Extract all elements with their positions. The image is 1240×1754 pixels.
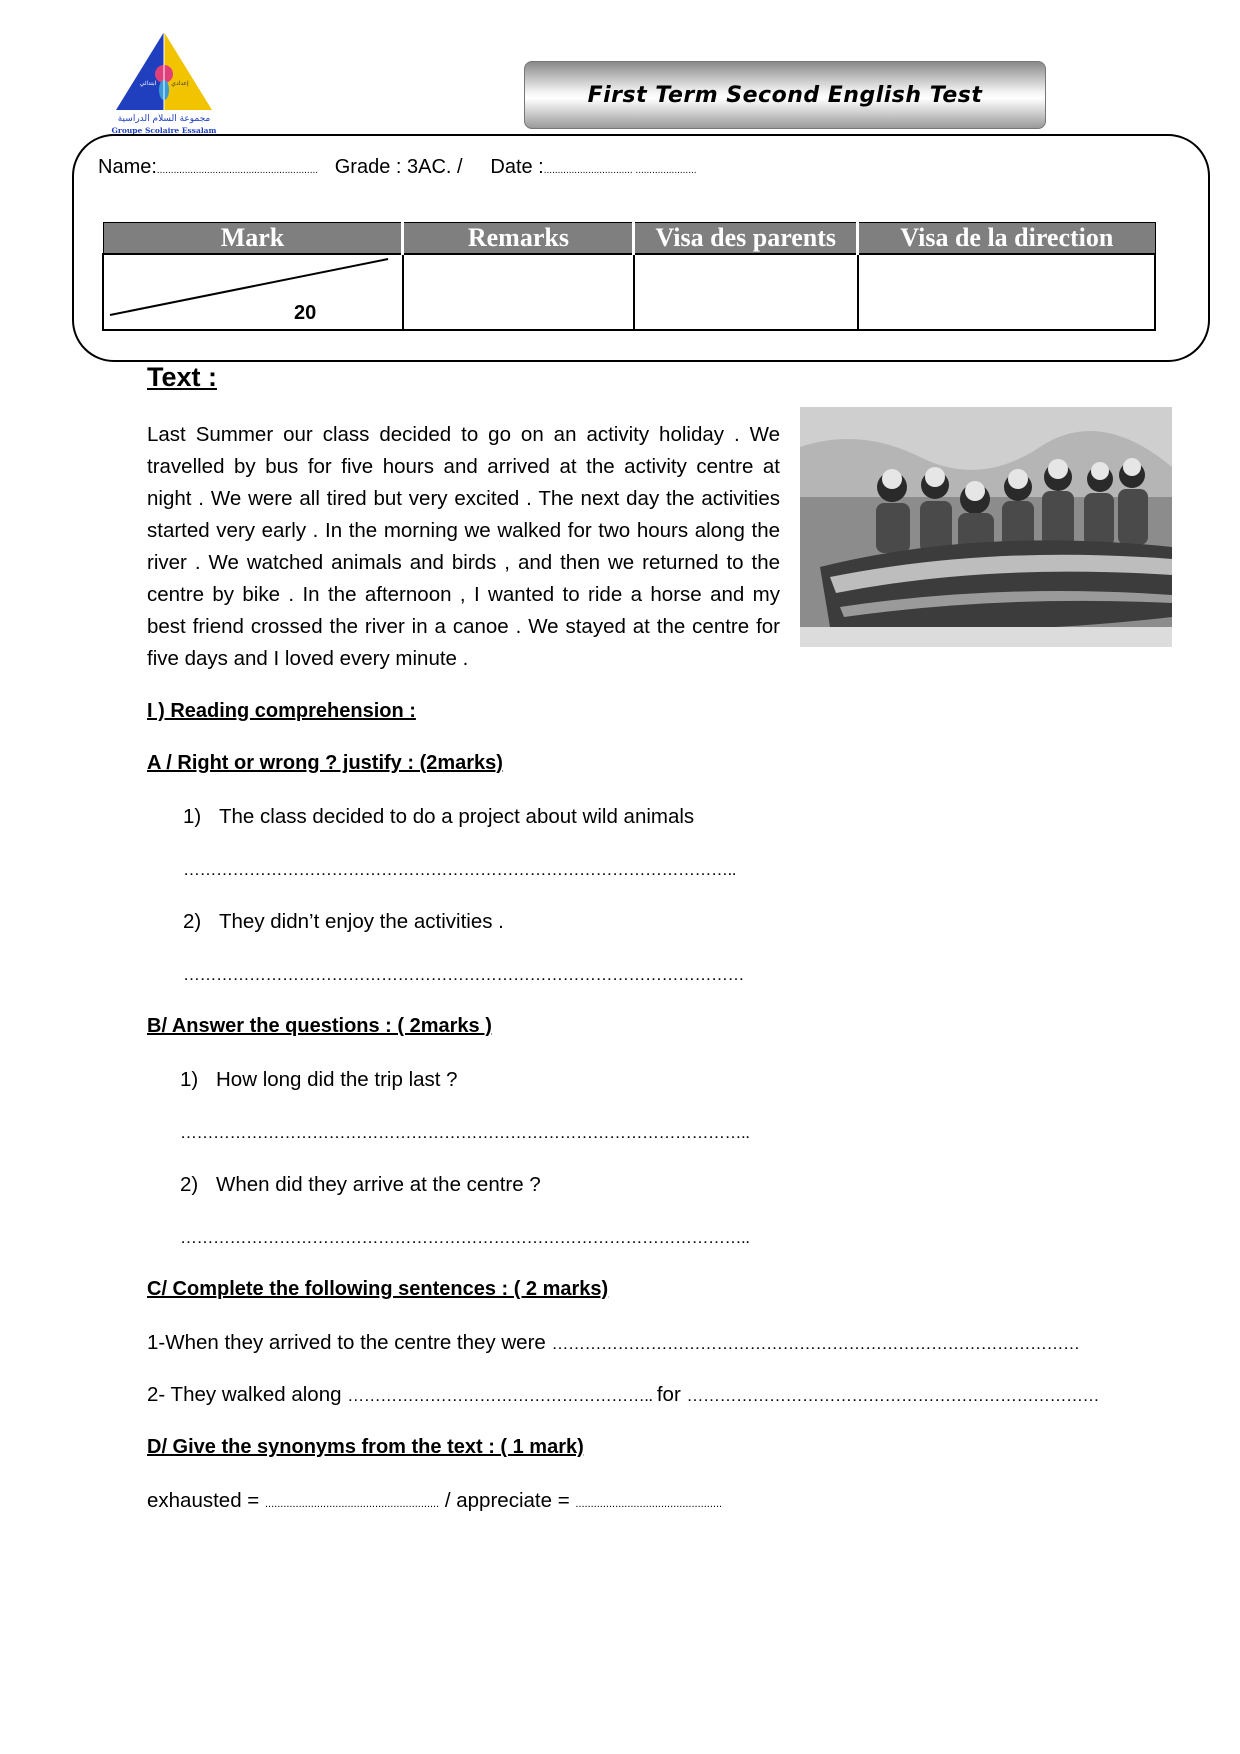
reading-passage: Last Summer our class decided to go on an activity holiday . We travelled by bus for five hours and arrived at the activity centre at night . We were all tired but very excited . The next day the activities started very early . In the morning we walked for two hours along the river . We watched animals and birds , and then we returned to the centre by bike . In the afternoon , I wanted to ride a horse and my best friend crossed the river in a canoe . We stayed at the centre for five days and I loved every minute . [147,423,780,670]
answer-a1-line[interactable]: ……………………………………………………………………………………….. [183,860,736,879]
section-c-title: C/ Complete the following sentences : ( 2 marks) [147,1278,609,1300]
mark-total: 20 [294,302,317,324]
answer-a2-line[interactable]: ………………………………………………………………………………………… [183,965,744,984]
sentence-c2-text-b: for [656,1383,687,1406]
name-label: Name: [98,156,157,178]
question-b2-number: 2) [180,1173,199,1196]
assessment-table [102,222,1156,331]
synonym-word-1: exhausted = [147,1489,265,1512]
synonym-separator: / appreciate = [439,1489,576,1512]
sentence-c2-blank-2[interactable]: ………………………………………………………………… [686,1386,1099,1405]
header-visa-direction: Visa de la direction [858,223,1155,255]
reading-comprehension-title: I ) Reading comprehension : [147,700,416,722]
mark-diagonal [104,255,402,329]
synonyms-line [147,1489,722,1513]
logo-caption-ar: مجموعة السلام الدراسية [117,114,211,124]
question-a1-number: 1) [183,805,202,828]
school-logo [108,30,220,136]
sentence-c2 [147,1383,1099,1407]
section-a-title: A / Right or wrong ? justify : (2marks) [147,752,503,774]
question-a2-text: They didn’t enjoy the activities . [219,910,504,933]
rafting-photo-icon [800,407,1172,647]
question-b1 [180,1068,458,1092]
remarks-cell[interactable] [403,254,634,330]
question-a2 [183,910,504,934]
date-label: Date : [490,156,544,178]
grade-label: Grade : 3AC. / [334,156,463,178]
visa-parents-cell[interactable] [634,254,858,330]
date-field[interactable]: ................................ ...................... [543,165,697,176]
answer-b1-line[interactable]: ………………………………………………………………………………………….. [180,1123,750,1142]
logo-triangle-text-left: ابتدائي [139,80,157,87]
sentence-c1 [147,1331,1080,1355]
question-b1-text: How long did the trip last ? [216,1068,458,1091]
question-a1-text: The class decided to do a project about wild animals [219,805,695,828]
logo-caption-fr: Groupe Scolaire Essalam [111,126,217,135]
sentence-c2-text-a: 2- They walked along [147,1383,348,1406]
question-a1 [183,805,694,829]
sentence-c1-blank[interactable]: …………………………………………………………………………………… [551,1334,1080,1353]
title-banner [524,61,1046,129]
section-d-title: D/ Give the synonyms from the text : ( 1 mark) [147,1436,584,1458]
section-b-title: B/ Answer the questions : ( 2marks ) [147,1015,492,1037]
rafting-photo [800,407,1172,647]
logo-triangle-text-right: إعدادي [171,80,189,87]
mark-cell[interactable] [103,254,403,330]
header-visa-parents: Visa des parents [634,223,858,255]
header-remarks: Remarks [403,223,634,255]
question-b2-text: When did they arrive at the centre ? [216,1173,541,1196]
page-title: First Term Second English Test [587,82,983,108]
name-field[interactable]: .......................................................... [156,165,319,176]
question-b1-number: 1) [180,1068,199,1091]
visa-direction-cell[interactable] [858,254,1155,330]
student-info-line [98,156,697,179]
sentence-c2-blank-1[interactable]: ……………………………………………….. [347,1386,657,1405]
sentence-c1-text: 1-When they arrived to the centre they were [147,1331,552,1354]
question-a2-number: 2) [183,910,202,933]
header-mark: Mark [103,223,403,255]
answer-b2-line[interactable]: ………………………………………………………………………………………….. [180,1228,750,1247]
synonym-blank-2[interactable]: ................................................ [575,1498,723,1510]
synonym-blank-1[interactable]: ......................................................... [264,1498,440,1510]
question-b2 [180,1173,541,1197]
text-heading: Text : [147,362,218,392]
